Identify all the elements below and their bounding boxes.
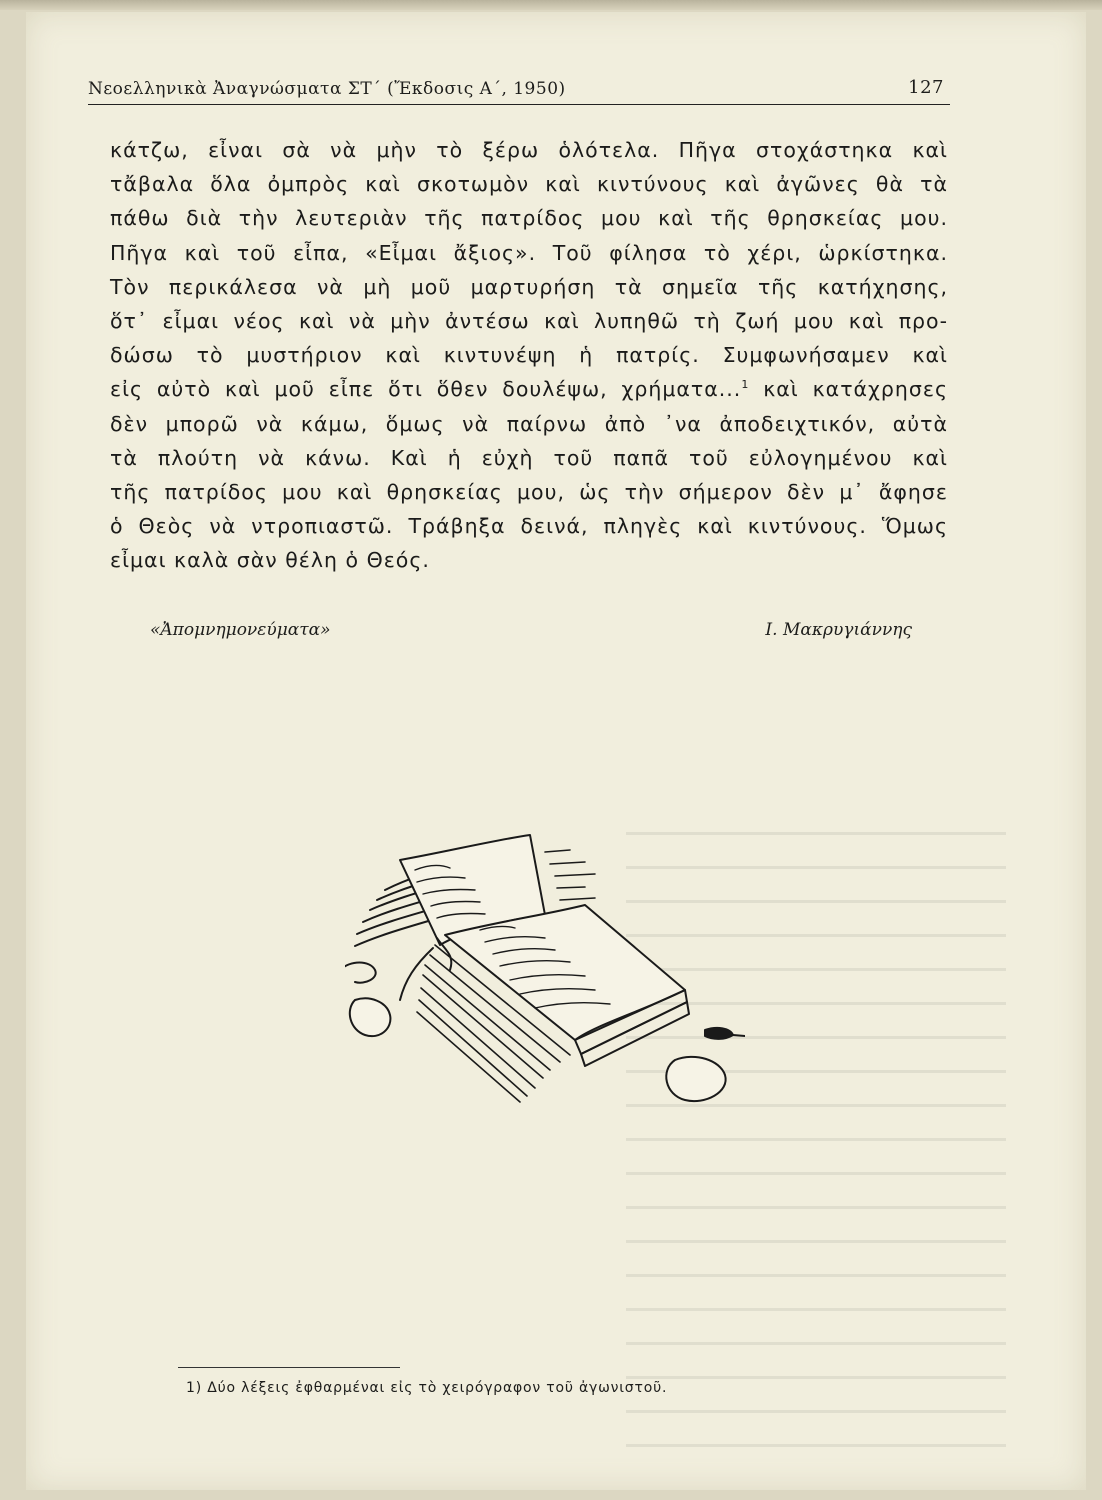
running-header: [88, 70, 950, 105]
text-line: εἶμαι καλὰ σὰν θέλη ὁ Θεός.: [110, 548, 430, 573]
text-line: δὲν μπορῶ νὰ κάμω, ὅμως νὰ παίρνω ἀπὸ ᾿να ἀποδειχτικόν, αὐτὰ: [110, 411, 948, 436]
text-line: δώσω τὸ μυστήριον καὶ κιντυνέψη ἡ πατρίς. Συμφωνήσαμεν καὶ: [110, 343, 948, 368]
author-name: Ι. Μακρυγιάννης: [765, 620, 912, 640]
main-text: [110, 133, 948, 578]
text-line: ὁ Θεὸς νὰ ντροπιαστῶ. Τράβηξα δεινά, πληγὲς καὶ κιντύνους. Ὅμως: [110, 514, 948, 539]
footnote-marker: 1: [741, 378, 750, 392]
text-line: Πῆγα καὶ τοῦ εἶπα, «Εἶμαι ἄξιος». Τοῦ φίλησα τὸ χέρι, ὡρκίστηκα.: [110, 240, 948, 265]
open-book-illustration: [345, 830, 745, 1145]
footnote: 1) Δύο λέξεις ἐφθαρμέναι εἰς τὸ χειρόγραφον τοῦ ἀγωνιστοῦ.: [186, 1380, 668, 1396]
text-line: τὰ πλούτη νὰ κάνω. Καὶ ἡ εὐχὴ τοῦ παπᾶ τοῦ εὐλογημένου καὶ: [110, 445, 948, 470]
source-title: «Ἀπομνημονεύματα»: [150, 620, 331, 640]
text-line: [110, 372, 948, 406]
text-line: ὅτ᾿ εἶμαι νέος καὶ νὰ μὴν ἀντέσω καὶ λυπηθῶ τὴ ζωή μου καὶ προ-: [110, 309, 948, 334]
header-title: Νεοελληνικὰ Ἀναγνώσματα ΣΤ΄ (Ἔκδοσις Α΄, 1950): [88, 79, 566, 99]
text-line: τἄβαλα ὅλα ὀμπρὸς καὶ σκοτωμὸν καὶ κιντύνους καὶ ἀγῶνες θὰ τὰ: [110, 172, 948, 197]
text-segment: εἰς αὐτὸ καὶ μοῦ εἶπε ὅτι ὅθεν δουλέψω, χρήματα...: [110, 377, 742, 402]
text-line: τῆς πατρίδος μου καὶ θρησκείας μου, ὡς τὴν σήμερον δὲν μ᾿ ἄφησε: [110, 480, 948, 505]
text-line: κάτζω, εἶναι σὰ νὰ μὴν τὸ ξέρω ὁλότελα. Πῆγα στοχάστηκα καὶ: [110, 138, 948, 162]
text-line: πάθω διὰ τὴν λευτεριὰν τῆς πατρίδος μου καὶ τῆς θρησκείας μου.: [110, 206, 948, 231]
text-line: Τὸν περικάλεσα νὰ μὴ μοῦ μαρτυρήση τὰ σημεῖα τῆς κατήχησης,: [110, 274, 948, 299]
scan-top-edge: [0, 0, 1102, 10]
text-segment: καὶ κατάχρησες: [749, 377, 949, 402]
footnote-rule: [178, 1367, 400, 1368]
page-number: 127: [908, 77, 944, 98]
